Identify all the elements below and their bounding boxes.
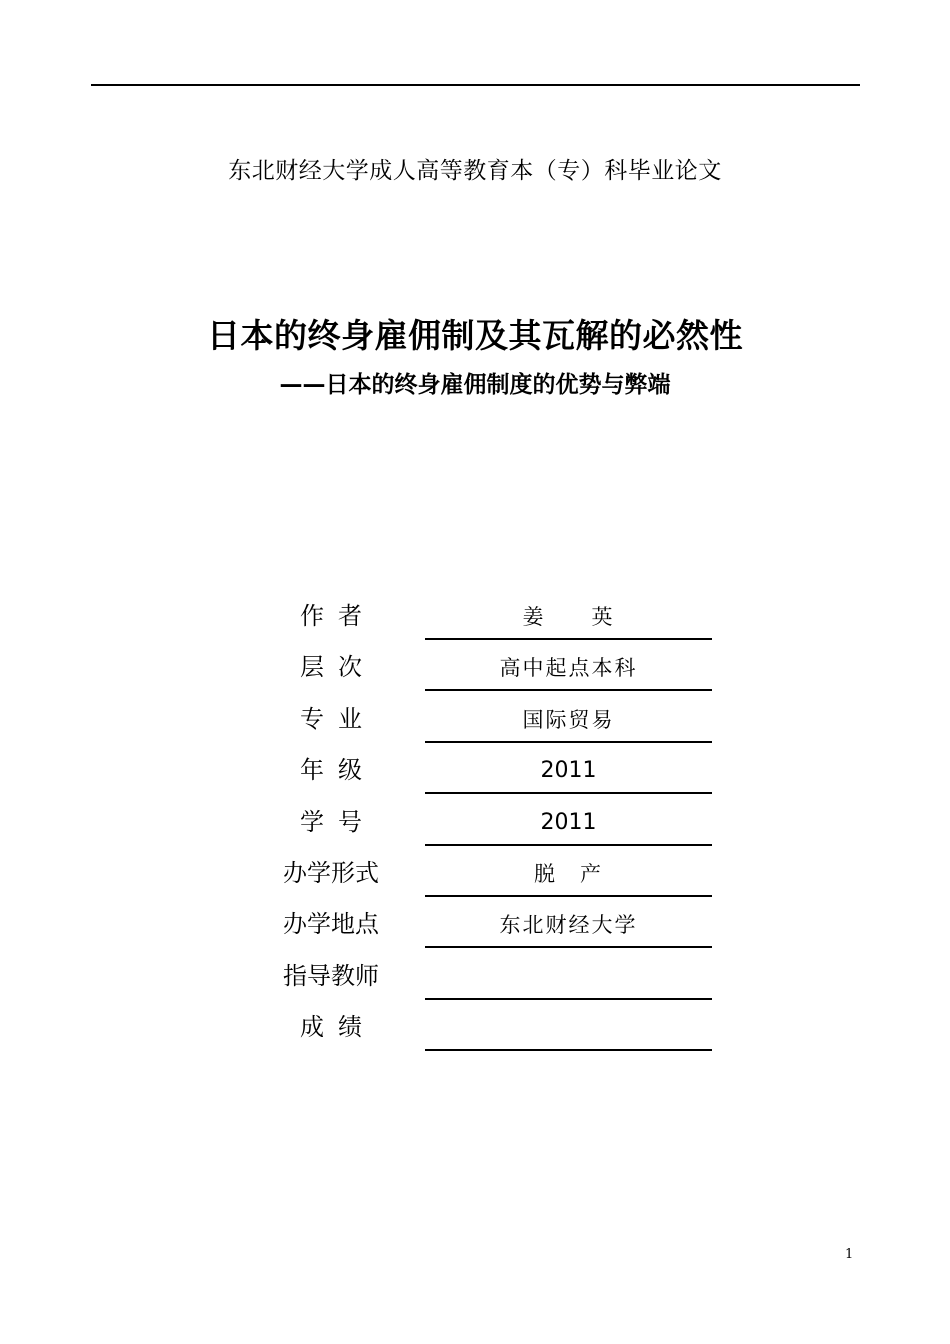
thesis-subtitle: ——日本的终身雇佣制度的优势与弊端 <box>279 372 671 398</box>
info-value-major: 国际贸易 <box>425 705 712 743</box>
page-number: 1 <box>845 1247 854 1262</box>
info-label-grade: 年级 <box>300 756 376 785</box>
info-value-author: 姜 英 <box>425 602 712 640</box>
info-value-study-location: 东北财经大学 <box>425 910 712 948</box>
info-label-study-location: 办学地点 <box>283 910 379 939</box>
info-row-advisor <box>272 950 712 1001</box>
thesis-title: 日本的终身雇佣制及其瓦解的必然性 <box>207 316 743 355</box>
info-label-level: 层次 <box>300 653 376 682</box>
info-label-major: 专业 <box>300 704 376 733</box>
info-label-advisor: 指导教师 <box>283 961 379 990</box>
info-value-advisor <box>425 962 712 1000</box>
info-value-level: 高中起点本科 <box>425 653 712 691</box>
info-row-author <box>272 590 712 641</box>
header-rule <box>91 84 860 86</box>
info-label-student-id: 学号 <box>300 807 376 836</box>
info-row-study-mode <box>272 847 712 898</box>
info-row-student-id <box>272 796 712 847</box>
info-label-author: 作者 <box>300 602 376 630</box>
info-row-grade <box>272 744 712 795</box>
info-value-score <box>425 1013 712 1051</box>
info-row-level <box>272 641 712 692</box>
info-value-grade: 2011 <box>425 756 712 794</box>
info-row-score <box>272 1001 712 1052</box>
info-label-score: 成绩 <box>300 1013 376 1042</box>
info-row-major <box>272 693 712 744</box>
info-value-student-id: 2011 <box>425 808 712 846</box>
university-heading: 东北财经大学成人高等教育本（专）科毕业论文 <box>228 158 722 184</box>
info-label-study-mode: 办学形式 <box>283 858 379 887</box>
info-value-study-mode: 脱 产 <box>425 859 712 897</box>
thesis-info-table <box>272 590 712 1053</box>
info-row-study-location <box>272 898 712 949</box>
